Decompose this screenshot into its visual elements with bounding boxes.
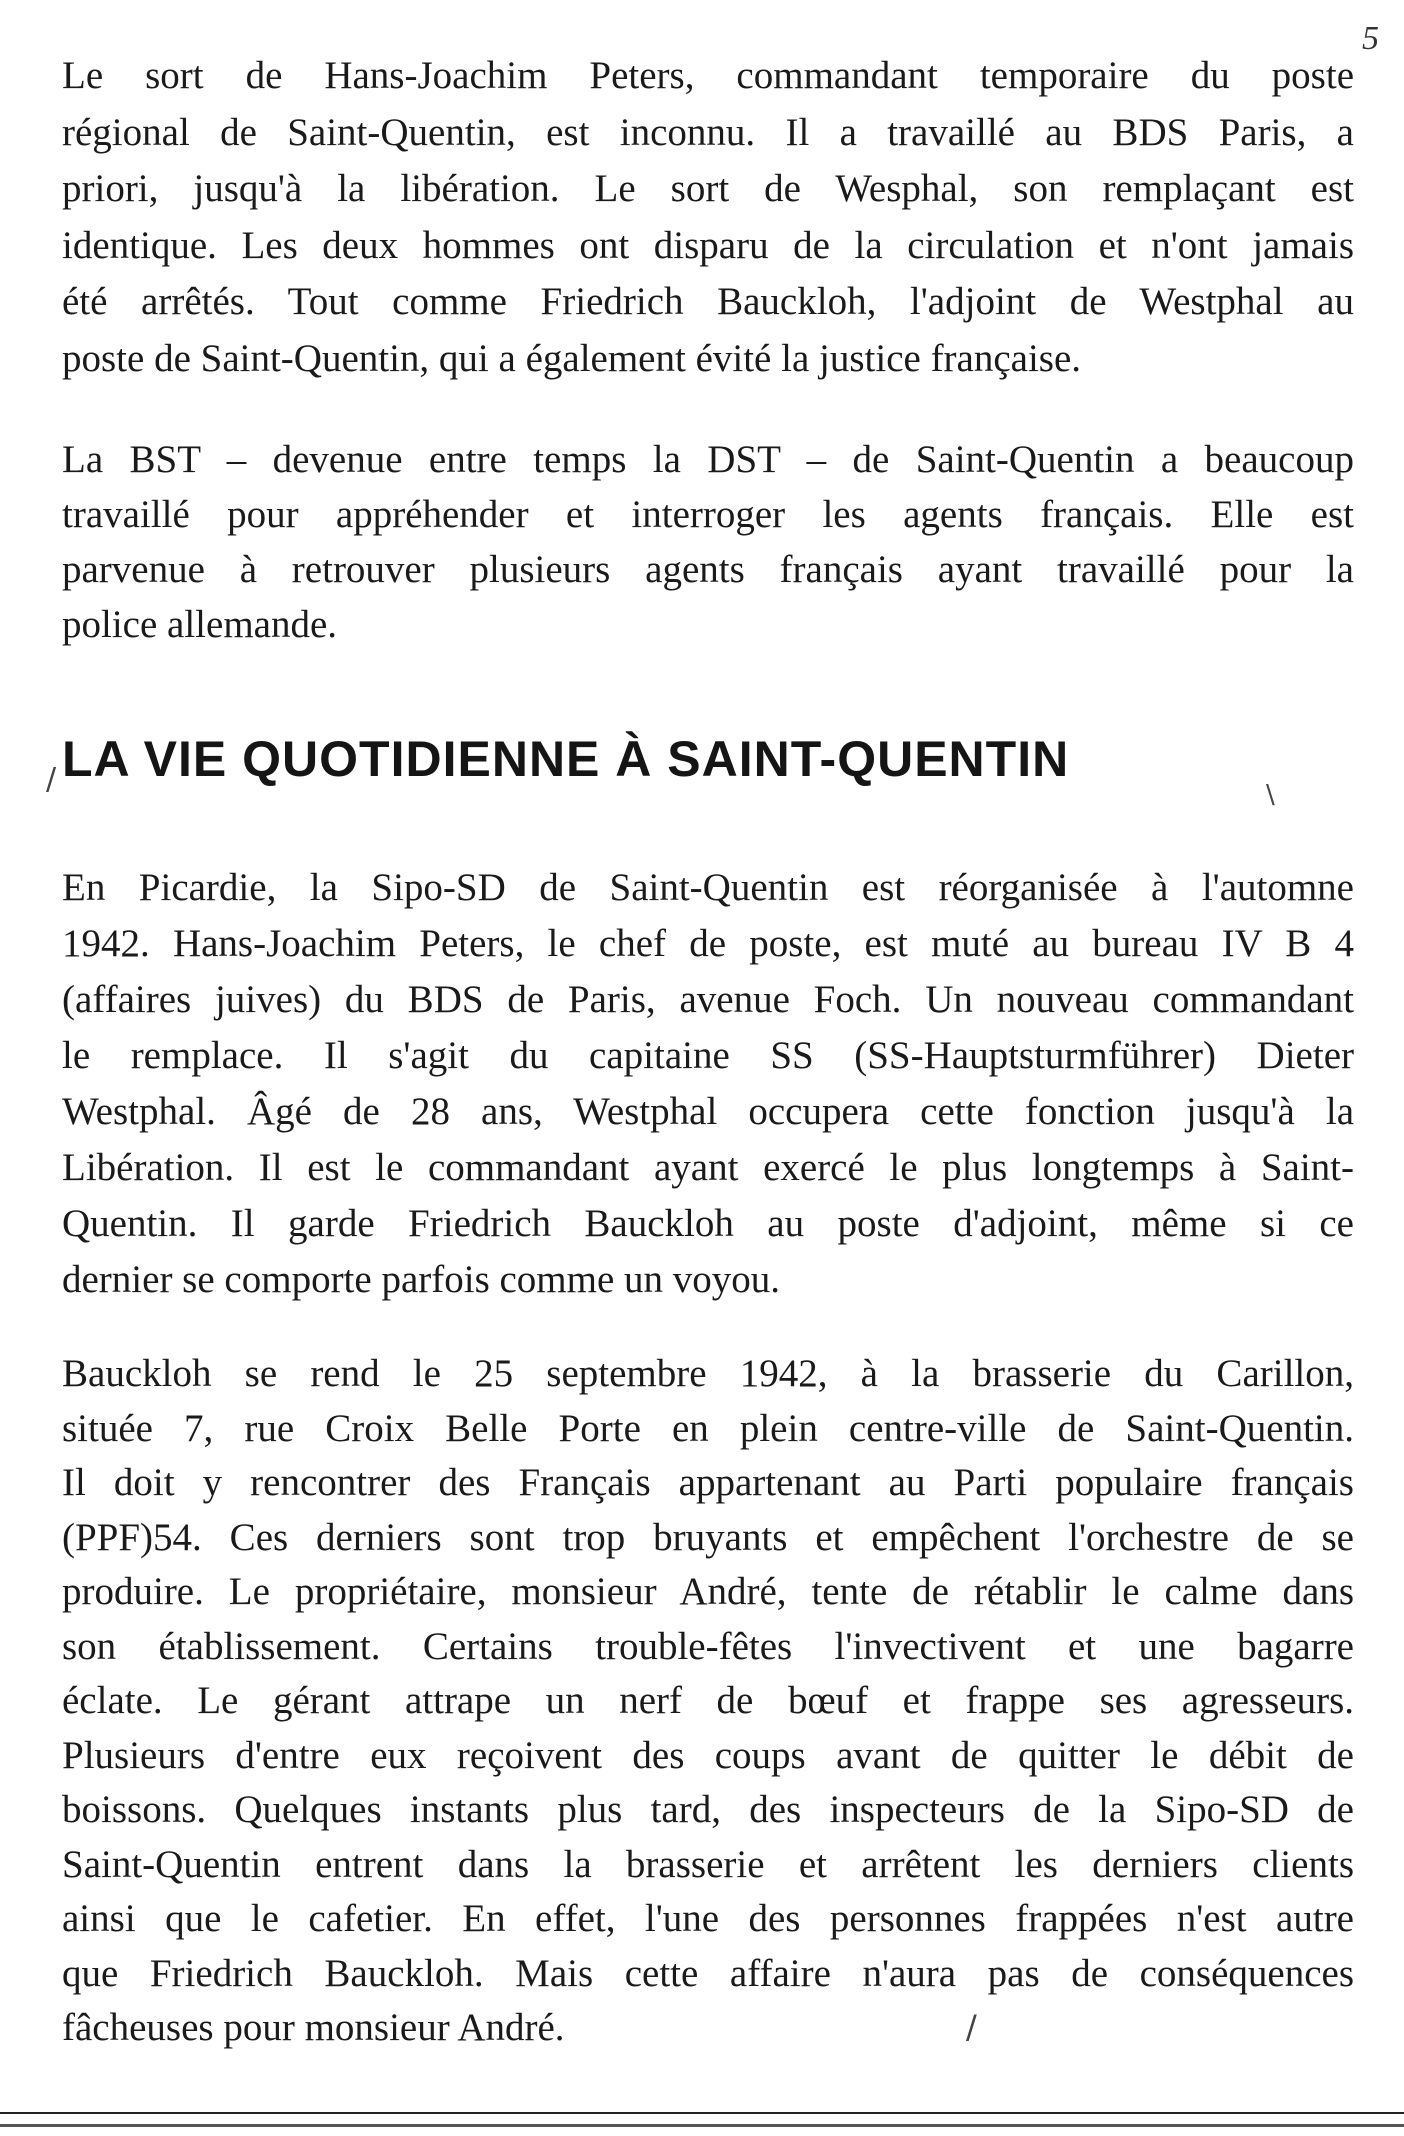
text-line: éclate. Le gérant attrape un nerf de bœuf et frappe ses agresseurs. <box>62 1679 1354 1722</box>
text-line: située 7, rue Croix Belle Porte en plein centre-ville de Saint-Quentin. <box>62 1406 1354 1450</box>
text-line: Libération. Il est le commandant ayant exercé le plus longtemps à Saint- <box>62 1146 1354 1189</box>
text-line: le remplace. Il s'agit du capitaine SS (SS-Hauptsturmführer) Dieter <box>62 1034 1354 1077</box>
text-line: que Friedrich Bauckloh. Mais cette affaire n'aura pas de conséquences <box>62 1951 1354 1995</box>
text-line: priori, jusqu'à la libération. Le sort de Wesphal, son remplaçant est <box>62 167 1354 210</box>
text-line: ainsi que le cafetier. En effet, l'une des personnes frappées n'est autre <box>62 1897 1354 1940</box>
text-line: boissons. Quelques instants plus tard, des inspecteurs de la Sipo-SD de <box>62 1788 1354 1831</box>
text-line: régional de Saint-Quentin, est inconnu. Il a travaillé au BDS Paris, a <box>62 110 1354 154</box>
bottom-edge-line-shadow <box>0 2124 1404 2127</box>
text-line: Plusieurs d'entre eux reçoivent des coups avant de quitter le débit de <box>62 1733 1354 1777</box>
text-line: produire. Le propriétaire, monsieur André, tente de rétablir le calme dans <box>62 1570 1354 1613</box>
text-line: Quentin. Il garde Friedrich Bauckloh au poste d'adjoint, même si ce <box>62 1202 1354 1245</box>
text-line: identique. Les deux hommes ont disparu de la circulation et n'ont jamais <box>62 223 1354 267</box>
text-line: La BST – devenue entre temps la DST – de Saint-Quentin a beaucoup <box>62 438 1354 481</box>
paragraph-carillon-brawl <box>62 1347 1354 2056</box>
paragraph-bst-dst <box>62 432 1354 652</box>
page-number: 5 <box>1362 20 1379 57</box>
scan-mark-backslash: \ <box>1266 780 1275 810</box>
text-line: police allemande. <box>62 603 338 646</box>
scan-mark-slash: / <box>46 762 57 797</box>
scan-mark-stroke: / <box>966 2008 977 2046</box>
text-line: poste de Saint-Quentin, qui a également évité la justice française. <box>62 336 1082 380</box>
text-line: 1942. Hans-Joachim Peters, le chef de poste, est muté au bureau IV B 4 <box>62 922 1354 965</box>
text-line: fâcheuses pour monsieur André. <box>62 2006 565 2049</box>
text-line: dernier se comporte parfois comme un voyou. <box>62 1258 781 1301</box>
text-line: Westphal. Âgé de 28 ans, Westphal occupera cette fonction jusqu'à la <box>62 1090 1354 1133</box>
text-line: son établissement. Certains trouble-fêtes l'invectivent et une bagarre <box>62 1624 1354 1668</box>
text-line: Saint-Quentin entrent dans la brasserie et arrêtent les derniers clients <box>62 1842 1354 1886</box>
text-line: travaillé pour appréhender et interroger les agents français. Elle est <box>62 493 1354 536</box>
paragraph-fate-of-peters <box>62 48 1354 387</box>
bottom-edge-line <box>0 2112 1404 2114</box>
text-line: Bauckloh se rend le 25 septembre 1942, à la brasserie du Carillon, <box>62 1352 1354 1395</box>
text-line: Il doit y rencontrer des Français appartenant au Parti populaire français <box>62 1461 1354 1504</box>
text-line: (PPF)54. Ces derniers sont trop bruyants et empêchent l'orchestre de se <box>62 1515 1354 1559</box>
paragraph-reorganisation <box>62 860 1354 1308</box>
text-line: parvenue à retrouver plusieurs agents français ayant travaillé pour la <box>62 548 1354 591</box>
text-line: Le sort de Hans-Joachim Peters, commandant temporaire du poste <box>62 54 1354 97</box>
text-line: (affaires juives) du BDS de Paris, avenue Foch. Un nouveau commandant <box>62 978 1354 1021</box>
text-line: été arrêtés. Tout comme Friedrich Bauckloh, l'adjoint de Westphal au <box>62 280 1354 323</box>
text-line: En Picardie, la Sipo-SD de Saint-Quentin est réorganisée à l'automne <box>62 866 1354 909</box>
section-heading: LA VIE QUOTIDIENNE À SAINT-QUENTIN <box>62 731 1070 787</box>
